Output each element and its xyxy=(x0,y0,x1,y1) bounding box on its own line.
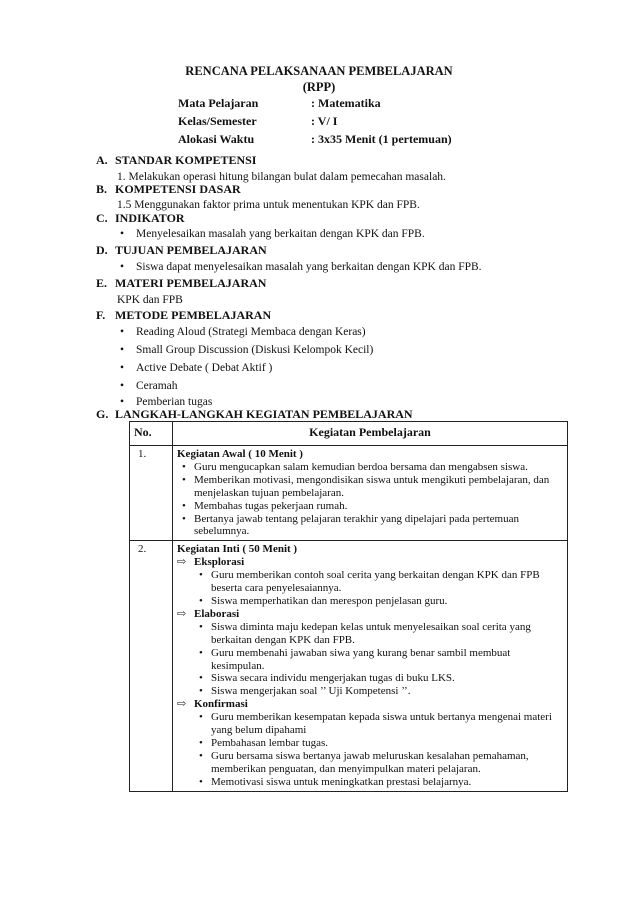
list-item xyxy=(177,750,563,776)
hollow-arrow-icon: ⇨ xyxy=(177,698,187,711)
activity-table xyxy=(129,421,568,792)
section-title: INDIKATOR xyxy=(115,211,185,225)
list-item xyxy=(177,500,563,513)
bullet-text: Pemberian tugas xyxy=(136,396,213,408)
list-item-text: Memotivasi siswa untuk meningkatkan prestasi belajarnya. xyxy=(211,775,472,788)
bullet-text: Ceramah xyxy=(136,380,178,392)
section-letter: F. xyxy=(96,308,106,322)
bullet-dot-icon: • xyxy=(182,460,186,473)
section-f-heading xyxy=(96,308,271,323)
row-number: 2. xyxy=(130,541,173,791)
bullet-dot-icon: • xyxy=(120,362,125,374)
meta-key: Alokasi Waktu xyxy=(178,132,255,146)
bullet-dot-icon: • xyxy=(199,685,203,698)
row-number: 1. xyxy=(130,446,173,541)
activity-list xyxy=(177,461,563,538)
list-item xyxy=(177,647,563,673)
list-item xyxy=(177,711,563,737)
section-g-heading xyxy=(96,407,413,422)
bullet-text: Active Debate ( Debat Aktif ) xyxy=(136,362,273,374)
meta-value: : V/ I xyxy=(311,114,338,128)
table-header-row xyxy=(130,422,568,446)
section-title: TUJUAN PEMBELAJARAN xyxy=(115,243,267,257)
bullet-text: Reading Aloud (Strategi Membaca dengan Keras) xyxy=(136,326,366,338)
list-item xyxy=(177,776,563,789)
section-b-heading xyxy=(96,182,241,197)
subsection-konfirmasi xyxy=(177,698,563,711)
section-title: KOMPETENSI DASAR xyxy=(115,182,241,196)
bullet-dot-icon: • xyxy=(120,228,125,240)
hollow-arrow-icon: ⇨ xyxy=(177,607,187,620)
section-e-line: KPK dan FPB xyxy=(117,294,183,306)
activity-list xyxy=(177,711,563,788)
bullet-dot-icon: • xyxy=(182,473,186,486)
section-d-heading xyxy=(96,243,267,258)
hollow-arrow-icon: ⇨ xyxy=(177,556,187,569)
bullet-dot-icon: • xyxy=(199,620,203,633)
meta-value: : 3x35 Menit (1 pertemuan) xyxy=(311,132,452,146)
bullet-dot-icon: • xyxy=(182,512,186,525)
meta-value: : Matematika xyxy=(311,96,381,110)
list-item-text: Siswa memperhatikan dan merespon penjelasan guru. xyxy=(211,594,448,607)
list-item xyxy=(177,595,563,608)
list-item-text: Bertanya jawab tentang pelajaran terakhir yang dipelajari pada pertemuan sebelumnya. xyxy=(194,512,519,538)
section-b-line: 1.5 Menggunakan faktor prima untuk menentukan KPK dan FPB. xyxy=(117,199,420,211)
bullet-dot-icon: • xyxy=(120,261,125,273)
bullet-dot-icon: • xyxy=(199,594,203,607)
section-title: LANGKAH-LANGKAH KEGIATAN PEMBELAJARAN xyxy=(115,407,413,421)
bullet-dot-icon: • xyxy=(199,672,203,685)
bullet-dot-icon: • xyxy=(199,569,203,582)
section-title: STANDAR KOMPETENSI xyxy=(115,153,257,167)
list-item xyxy=(177,513,563,539)
section-a-heading xyxy=(96,153,256,168)
section-title: METODE PEMBELAJARAN xyxy=(115,308,272,322)
list-item-text: Guru mengucapkan salam kemudian berdoa bersama dan mengabsen siswa. xyxy=(194,460,528,473)
section-letter: A. xyxy=(96,153,108,167)
meta-key: Mata Pelajaran xyxy=(178,96,259,110)
subsection-eksplorasi xyxy=(177,556,563,569)
table-row xyxy=(130,541,568,791)
subsection-label: Elaborasi xyxy=(194,607,240,620)
bullet-dot-icon: • xyxy=(199,711,203,724)
subsection-elaborasi xyxy=(177,608,563,621)
section-letter: B. xyxy=(96,182,108,196)
list-item xyxy=(177,672,563,685)
activity-list xyxy=(177,621,563,698)
section-letter: C. xyxy=(96,211,108,225)
list-item-text: Siswa secara individu mengerjakan tugas di buku LKS. xyxy=(211,672,455,685)
bullet-dot-icon: • xyxy=(182,499,186,512)
list-item xyxy=(177,474,563,500)
section-a-line: 1. Melakukan operasi hitung bilangan bulat dalam pemecahan masalah. xyxy=(117,171,446,183)
activity-heading: Kegiatan Inti ( 50 Menit ) xyxy=(177,543,298,556)
list-item xyxy=(177,461,563,474)
activity-heading: Kegiatan Awal ( 10 Menit ) xyxy=(177,448,303,460)
subsection-label: Konfirmasi xyxy=(194,698,248,711)
section-e-heading xyxy=(96,276,266,291)
activity-cell xyxy=(173,446,568,541)
bullet-dot-icon: • xyxy=(199,775,203,788)
section-letter: E. xyxy=(96,276,108,290)
list-item-text: Siswa mengerjakan soal ’’ Uji Kompetensi ’’. xyxy=(211,685,411,698)
list-item xyxy=(177,685,563,698)
column-header-no: No. xyxy=(130,422,173,446)
list-item-text: Guru memberikan kesempatan kepada siswa untuk bertanya mengenai materi yang belum dipahami xyxy=(211,711,552,737)
list-item xyxy=(177,621,563,647)
list-item-text: Guru memberikan contoh soal cerita yang berkaitan dengan KPK dan FPB beserta cara penyelesaiannya. xyxy=(211,569,540,595)
bullet-dot-icon: • xyxy=(199,736,203,749)
bullet-dot-icon: • xyxy=(199,646,203,659)
subsection-label: Eksplorasi xyxy=(194,556,245,569)
bullet-dot-icon: • xyxy=(120,326,125,338)
section-letter: D. xyxy=(96,243,108,257)
list-item-text: Guru bersama siswa bertanya jawab meluruskan kesalahan pemahaman, memberikan penguatan, dan menyimpulkan materi pelajaran. xyxy=(211,749,529,775)
table-row xyxy=(130,446,568,541)
bullet-text: Small Group Discussion (Diskusi Kelompok Kecil) xyxy=(136,344,374,356)
meta-key: Kelas/Semester xyxy=(178,114,257,128)
bullet-dot-icon: • xyxy=(120,380,125,392)
bullet-text: Menyelesaikan masalah yang berkaitan dengan KPK dan FPB. xyxy=(136,228,425,240)
list-item xyxy=(177,569,563,595)
bullet-text: Siswa dapat menyelesaikan masalah yang berkaitan dengan KPK dan FPB. xyxy=(136,261,482,273)
section-c-heading xyxy=(96,211,185,226)
list-item-text: Guru membenahi jawaban siwa yang kurang benar sambil membuat kesimpulan. xyxy=(211,646,511,672)
section-letter: G. xyxy=(96,407,109,421)
activity-list xyxy=(177,569,563,608)
bullet-dot-icon: • xyxy=(120,344,125,356)
list-item-text: Membahas tugas pekerjaan rumah. xyxy=(194,499,348,512)
column-header-activity: Kegiatan Pembelajaran xyxy=(173,422,568,446)
bullet-dot-icon: • xyxy=(199,749,203,762)
list-item-text: Pembahasan lembar tugas. xyxy=(211,736,328,749)
bullet-dot-icon: • xyxy=(120,396,125,408)
section-title: MATERI PEMBELAJARAN xyxy=(115,276,267,290)
list-item-text: Memberikan motivasi, mengondisikan siswa untuk mengikuti pembelajaran, dan menjelaskan tujuan pembelajaran. xyxy=(194,473,550,499)
list-item-text: Siswa diminta maju kedepan kelas untuk menyelesaikan soal cerita yang berkaitan dengan KPK dan FPB. xyxy=(211,620,531,646)
activity-cell xyxy=(173,541,568,791)
document-subtitle: (RPP) xyxy=(302,80,336,94)
list-item xyxy=(177,737,563,750)
document-title: RENCANA PELAKSANAAN PEMBELAJARAN xyxy=(185,64,453,78)
